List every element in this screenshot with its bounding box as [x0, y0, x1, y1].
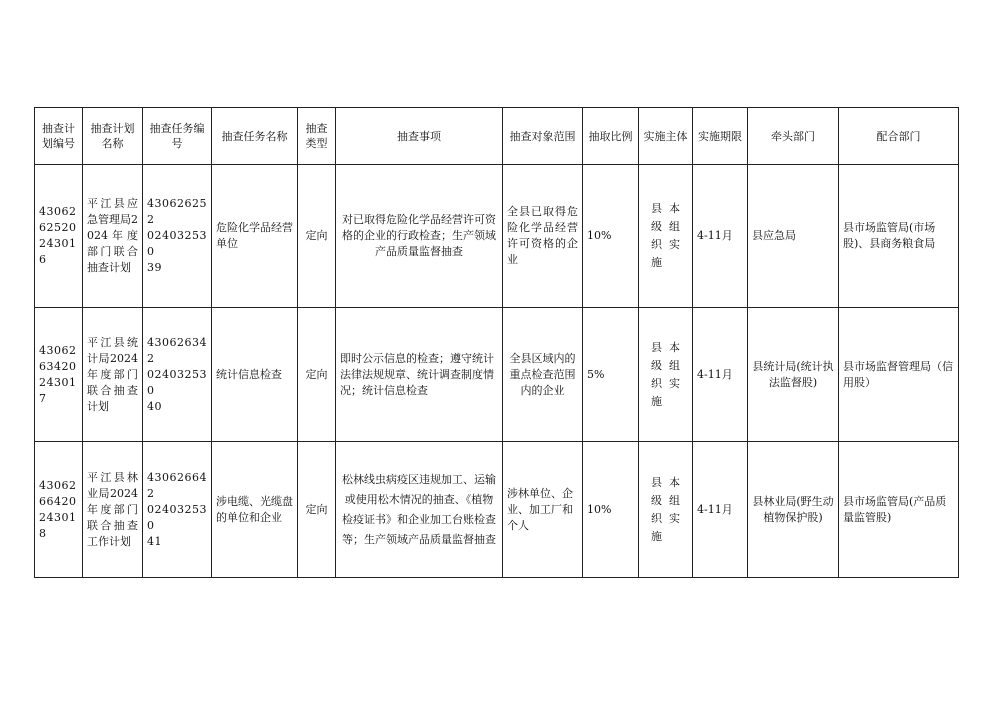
implementer-grid	[648, 201, 684, 271]
implementer-char: 级	[651, 358, 662, 372]
header-lead: 牵头部门	[748, 108, 839, 165]
cell-object: 全县区域内的重点检查范围内的企业	[503, 308, 583, 442]
header-object: 抽查对象范围	[503, 108, 583, 165]
header-matter: 抽查事项	[336, 108, 503, 165]
header-period: 实施期限	[693, 108, 748, 165]
cell-object: 涉林单位、企业、加工厂和个人	[503, 442, 583, 578]
implementer-char: 县	[651, 202, 662, 215]
cell-type: 定向	[298, 165, 336, 308]
cell-lead: 县林业局(野生动植物保护股)	[748, 442, 839, 578]
cell-plan-name: 平江县林业局2024年度部门联合抽查工作计划	[83, 442, 143, 578]
cell-lead: 县统计局(统计执法监督股)	[748, 308, 839, 442]
cell-type: 定向	[298, 308, 336, 442]
cell-plan-name: 平江县应急管理局2024年度部门联合抽查计划	[83, 165, 143, 308]
table-row	[35, 308, 959, 442]
implementer-grid	[648, 340, 684, 410]
cell-matter: 对已取得危险化学品经营许可资格的企业的行政检查；生产领域产品质量监督抽查	[336, 165, 503, 308]
cell-implementer	[639, 165, 693, 308]
cell-plan-name: 平江县统计局2024年度部门联合抽查计划	[83, 308, 143, 442]
cell-task-name: 统计信息检查	[212, 308, 298, 442]
implementer-char: 县	[651, 475, 662, 489]
cell-coop: 县市场监管局(产品质量监管股)	[839, 442, 959, 578]
cell-period: 4-11月	[693, 165, 748, 308]
header-coop: 配合部门	[839, 108, 959, 165]
table-row	[35, 442, 959, 578]
implementer-char: 施	[651, 256, 662, 269]
cell-matter: 即时公示信息的检查；遵守统计法律法规规章、统计调查制度情况；统计信息检查	[336, 308, 503, 442]
cell-plan-no: 43062 62520 24301 6	[35, 165, 83, 308]
implementer-char: 组	[669, 493, 680, 507]
cell-task-no: 430626642 024032530 41	[143, 442, 212, 578]
cell-task-no: 430626252 024032530 39	[143, 165, 212, 308]
cell-period: 4-11月	[693, 442, 748, 578]
inspection-plan-table	[34, 107, 959, 578]
implementer-char: 组	[669, 220, 680, 233]
cell-matter: 松林线虫病疫区违规加工、运输或使用松木情况的抽查、《植物检疫证书》和企业加工台账检查等；生产领域产品质量监督抽查	[336, 442, 503, 578]
cell-ratio: 10%	[583, 442, 639, 578]
header-task-no: 抽查任务编号	[143, 108, 212, 165]
implementer-char: 本	[669, 202, 680, 215]
implementer-char: 施	[651, 529, 662, 543]
implementer-char: 织	[651, 376, 662, 390]
header-task-name: 抽查任务名称	[212, 108, 298, 165]
cell-implementer	[639, 308, 693, 442]
cell-plan-no: 43062 63420 24301 7	[35, 308, 83, 442]
cell-task-name: 涉电缆、光缆盘的单位和企业	[212, 442, 298, 578]
cell-period: 4-11月	[693, 308, 748, 442]
implementer-char: 县	[651, 340, 662, 354]
implementer-char: 实	[669, 376, 680, 390]
implementer-char: 织	[651, 238, 662, 251]
implementer-char: 组	[669, 358, 680, 372]
table-row	[35, 165, 959, 308]
cell-coop: 县市场监督管理局（信用股）	[839, 308, 959, 442]
cell-ratio: 10%	[583, 165, 639, 308]
cell-coop: 县市场监管局(市场股)、县商务粮食局	[839, 165, 959, 308]
table-header-row	[35, 108, 959, 165]
header-plan-no: 抽查计划编号	[35, 108, 83, 165]
cell-ratio: 5%	[583, 308, 639, 442]
header-plan-name: 抽查计划名称	[83, 108, 143, 165]
cell-implementer	[639, 442, 693, 578]
cell-task-name: 危险化学品经营单位	[212, 165, 298, 308]
implementer-char: 级	[651, 493, 662, 507]
implementer-char: 级	[651, 220, 662, 233]
implementer-char: 实	[669, 238, 680, 251]
implementer-char: 织	[651, 511, 662, 525]
cell-type: 定向	[298, 442, 336, 578]
header-type: 抽查类型	[298, 108, 336, 165]
header-implementer: 实施主体	[639, 108, 693, 165]
cell-object: 全县已取得危险化学品经营许可资格的企业	[503, 165, 583, 308]
implementer-grid	[648, 475, 684, 545]
implementer-char: 本	[669, 475, 680, 489]
implementer-char: 本	[669, 340, 680, 354]
cell-task-no: 430626342 024032530 40	[143, 308, 212, 442]
cell-lead: 县应急局	[748, 165, 839, 308]
cell-plan-no: 43062 66420 24301 8	[35, 442, 83, 578]
implementer-char: 实	[669, 511, 680, 525]
implementer-char: 施	[651, 394, 662, 408]
header-ratio: 抽取比例	[583, 108, 639, 165]
